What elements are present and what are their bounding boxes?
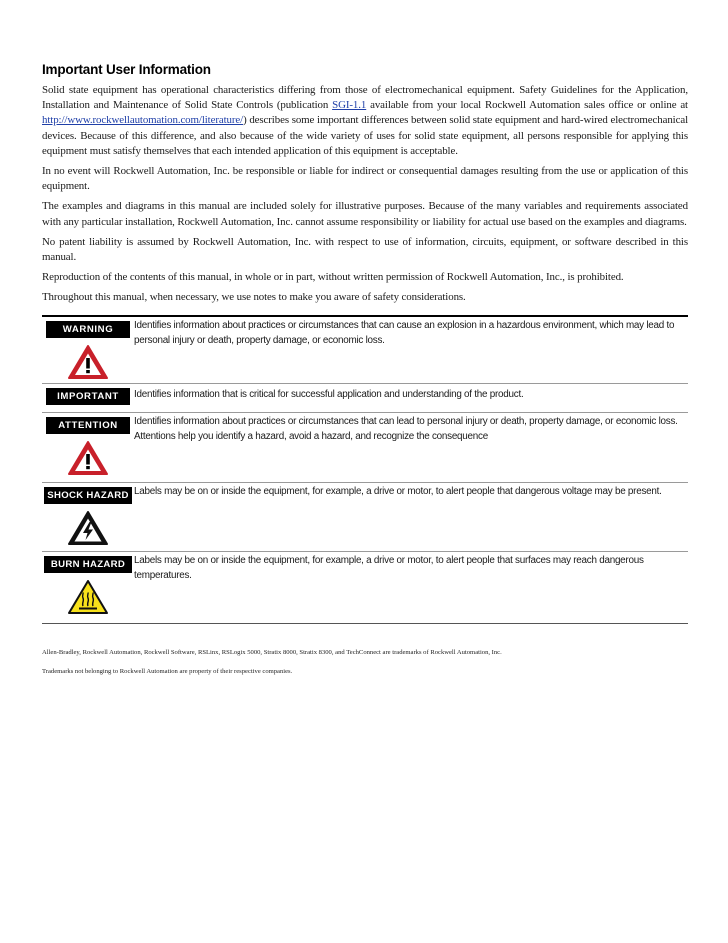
burn-hazard-icon: [67, 579, 109, 615]
paragraph-text: available from your local Rockwell Automation sales office or online at: [366, 99, 688, 112]
paragraph-liability: In no event will Rockwell Automation, Inc. be responsible or liable for indirect or consequential damages resulting from the use or application of this equipment.: [42, 165, 688, 193]
notice-burn-hazard: [42, 552, 688, 624]
shock-hazard-badge: SHOCK HAZARD: [44, 487, 132, 504]
warning-badge: WARNING: [46, 321, 130, 338]
notice-important: [42, 384, 688, 413]
attention-text: Identifies information about practices or circumstances that can lead to personal injury or death, property damage, or economic loss. Attentions help you identify a hazard, avoid a hazard, and recognize the consequence: [134, 415, 678, 442]
burn-hazard-badge: BURN HAZARD: [44, 556, 132, 573]
notice-label-cell: [42, 317, 134, 383]
important-badge: IMPORTANT: [46, 388, 130, 405]
paragraph-reproduction: Reproduction of the contents of this manual, in whole or in part, without written permission of Rockwell Automation, Inc., is prohibited.: [42, 271, 624, 284]
notice-label-cell: [42, 483, 134, 551]
warning-text: Identifies information about practices or circumstances that can cause an explosion in a hazardous environment, which may lead to personal injury or death, property damage, or economic loss.: [134, 319, 675, 346]
notice-label-cell: [42, 552, 134, 623]
attention-triangle-icon: [67, 440, 109, 476]
paragraph-text: ) describes some important differences between solid state equipment and hard-wired electromechanical devices. Because of this difference, and also because of the wide variety of uses for solid state equipment, all persons responsible for applying this equipment must satisfy themselves that each intended application of this equipment is acceptable.: [42, 114, 688, 157]
notice-label-cell: [42, 413, 134, 482]
notice-shock-hazard: [42, 483, 688, 552]
notice-attention: [42, 413, 688, 483]
paragraph-examples: The examples and diagrams in this manual are included solely for illustrative purposes. Because of the many variables and requirements associated with any particular installation, Rockwell Automation, Inc. cannot assume responsibility or liability for actual use based on the examples and diagrams.: [42, 200, 688, 228]
burn-hazard-text: Labels may be on or inside the equipment, for example, a drive or motor, to alert people that surfaces may reach dangerous temperatures.: [134, 554, 644, 581]
attention-badge: ATTENTION: [46, 417, 130, 434]
page-title: Important User Information: [42, 62, 211, 77]
trademark-notice: Allen-Bradley, Rockwell Automation, Rockwell Software, RSLinx, RSLogix 5000, Stratix 8000, Stratix 8300, and TechConnect are trademarks of Rockwell Automation, Inc.: [42, 648, 502, 656]
safety-notices-table: [42, 315, 688, 624]
warning-triangle-icon: [67, 344, 109, 380]
paragraph-text: Solid state equipment has operational characteristics differing from those of electromechanical equipment. Safety Guidelines for the Application, Installation and Maintenance of Solid State Controls (publication: [42, 84, 688, 112]
notice-warning: [42, 317, 688, 384]
literature-url-link[interactable]: http://www.rockwellautomation.com/literature/: [42, 114, 244, 127]
other-trademarks-notice: Trademarks not belonging to Rockwell Automation are property of their respective companies.: [42, 667, 293, 675]
paragraph-patent: No patent liability is assumed by Rockwell Automation, Inc. with respect to use of information, circuits, equipment, or software described in this manual.: [42, 235, 688, 264]
notice-label-cell: [42, 384, 134, 412]
shock-hazard-text: Labels may be on or inside the equipment, for example, a drive or motor, to alert people that dangerous voltage may be present.: [134, 485, 662, 497]
paragraph-notes-intro: Throughout this manual, when necessary, we use notes to make you aware of safety considerations.: [42, 291, 466, 304]
document-page: [42, 62, 688, 675]
shock-hazard-icon: [67, 510, 109, 546]
important-text: Identifies information that is critical for successful application and understanding of the product.: [134, 388, 524, 400]
paragraph-solid-state: [42, 83, 688, 159]
publication-link[interactable]: SGI-1.1: [332, 99, 367, 112]
